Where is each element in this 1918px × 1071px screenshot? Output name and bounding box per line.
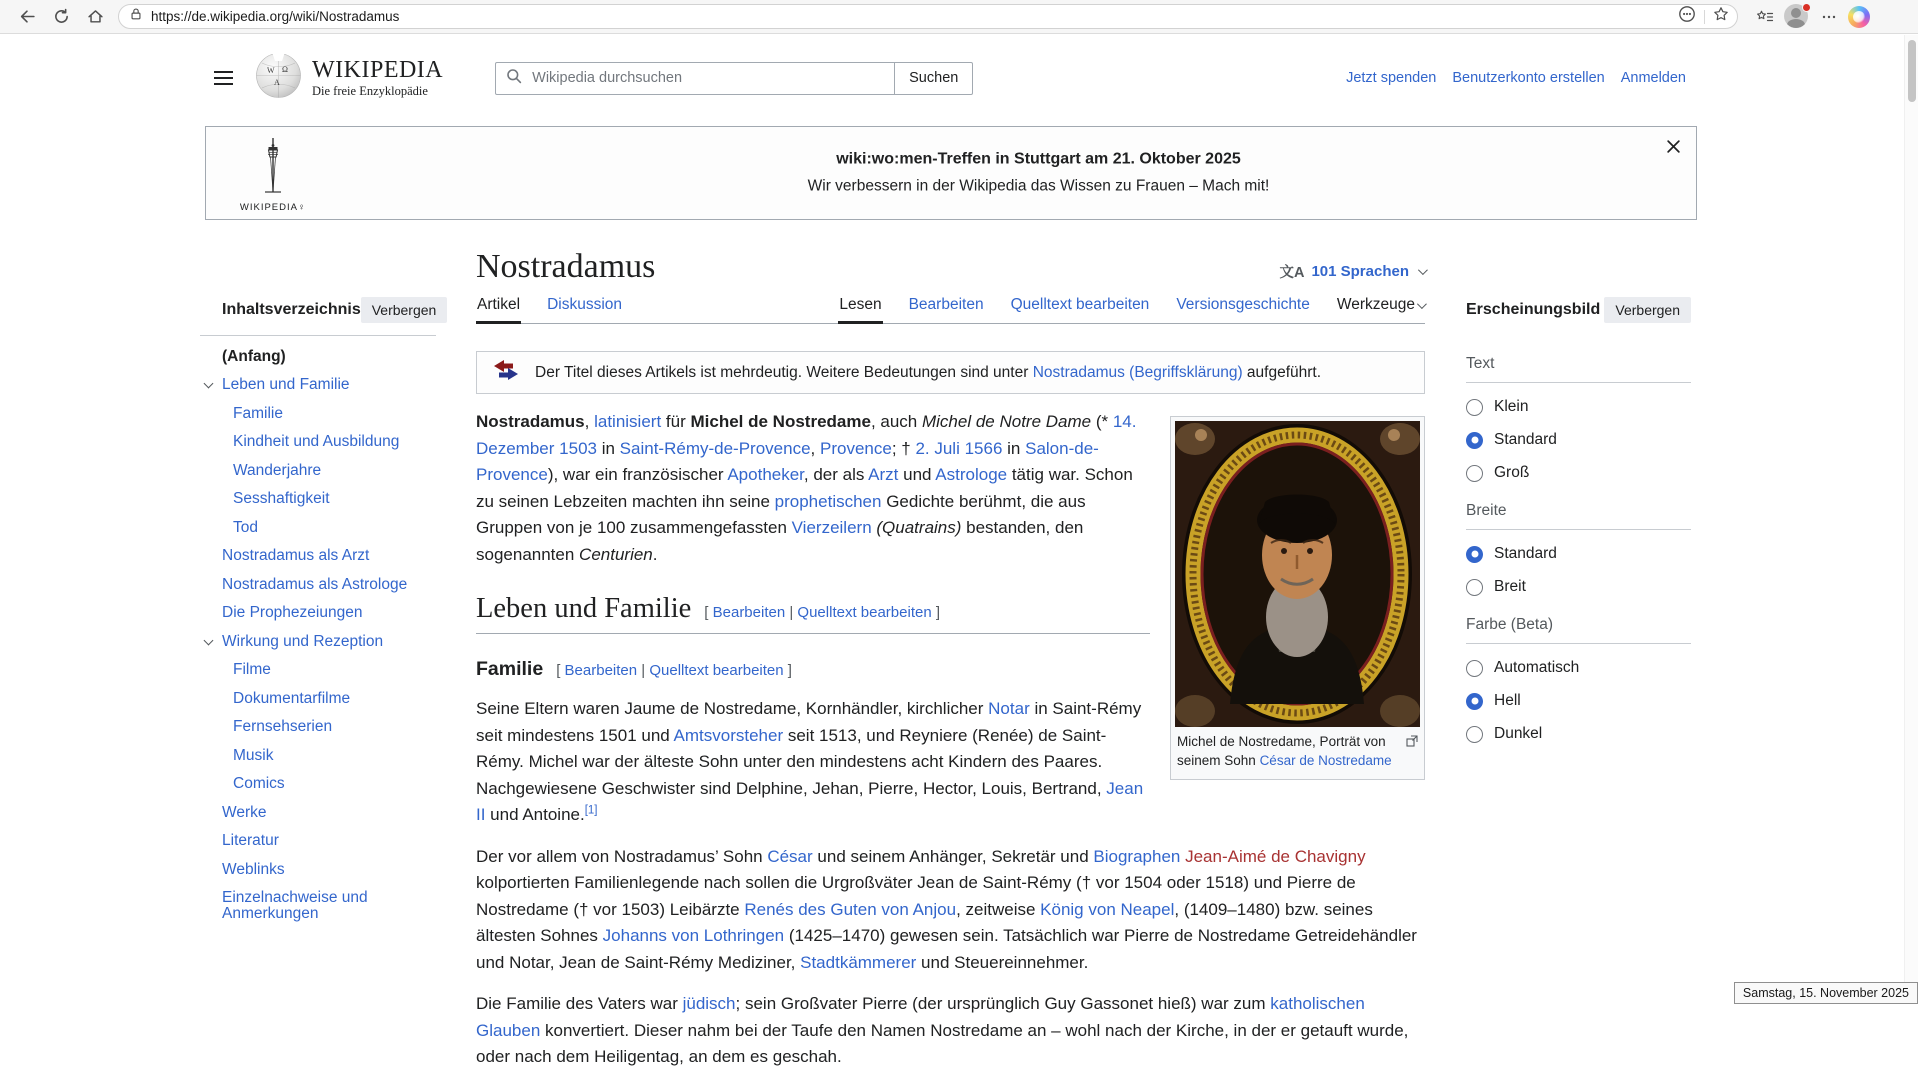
site-info-lock-icon[interactable] (129, 7, 143, 26)
header-link[interactable]: Jetzt spenden (1346, 70, 1437, 86)
tabs-left (476, 286, 648, 323)
article-link[interactable]: 2. Juli (915, 438, 960, 458)
page-scrollbar[interactable] (1904, 35, 1918, 1004)
article-link[interactable]: Nostradamus (Begriffsklärung) (1032, 363, 1243, 381)
divider (1704, 10, 1705, 24)
toc-item[interactable]: Wanderjahre (233, 461, 322, 479)
toc-item[interactable]: Sesshaftigkeit (233, 490, 330, 507)
appearance-panel (1466, 240, 1691, 743)
toc-item[interactable]: Nostradamus als Astrologe (222, 575, 408, 593)
article-link[interactable]: Johanns von Lothringen (602, 926, 785, 946)
toc-item[interactable]: Dokumentarfilme (233, 689, 351, 707)
radio-option-breit[interactable]: Breit (1466, 578, 1691, 596)
event-banner (205, 126, 1697, 220)
article-link[interactable]: katholischen Glauben (476, 994, 1365, 1040)
toc-item[interactable]: Einzelnachweise und Anmerkungen (222, 889, 368, 922)
tab-bearbeiten[interactable]: Bearbeiten (908, 296, 984, 313)
article-link[interactable]: Amtsvorsteher (673, 725, 784, 745)
toc-item[interactable]: Comics (233, 775, 285, 792)
toc-item[interactable]: Werke (222, 803, 267, 821)
radio-button[interactable] (1466, 726, 1483, 743)
tab-werkzeuge[interactable]: Werkzeuge (1336, 286, 1425, 323)
banner-title: wiki:wo:men-Treffen in Stuttgart am 21. Oktober 2025 (836, 150, 1241, 168)
chevron-down-icon[interactable] (204, 635, 214, 645)
tab-diskussion[interactable]: Diskussion (547, 296, 623, 313)
group-label: Text (1466, 355, 1691, 383)
edit-links: [ Bearbeiten | Quelltext bearbeiten ] (704, 604, 941, 621)
article-link[interactable]: Salon-de-Provence (476, 438, 1099, 484)
radio-button[interactable] (1466, 465, 1483, 482)
article-link[interactable]: jüdisch (682, 994, 736, 1014)
article-link[interactable]: Jean II (476, 778, 1144, 825)
toc-item[interactable]: Leben und Familie (200, 377, 454, 393)
radio-option-automatisch[interactable]: Automatisch (1466, 659, 1691, 677)
appearance-title: Erscheinungsbild (1466, 301, 1601, 318)
svg-text:W: W (267, 66, 275, 75)
caption-text: Michel de Nostredame, Porträt von seinem Sohn César de Nostredame (1177, 734, 1392, 768)
favorites-bar-icon[interactable] (1750, 3, 1780, 31)
article-link[interactable]: 1566 (964, 438, 1003, 458)
edit-link[interactable]: Bearbeiten (712, 604, 786, 621)
edit-link[interactable]: Bearbeiten (564, 662, 638, 680)
toc-item[interactable]: Filme (233, 661, 271, 678)
article-link[interactable]: Arzt (868, 465, 899, 484)
wikipedia-tagline: Die freie Enzyklopädie (312, 84, 428, 99)
paragraph: Nostradamus, latinisiert für Michel de Nostredame, auch Michel de Notre Dame (* 14. Dezember 1503 in Saint-Rémy-de-Provence, Provence; † 2. Juli 1566 in Salon-de-Provence), war ein französischer Apotheker, der als Arzt und Astrologe tätig war. Schon zu seinen Lebzeiten machten ihn seine prophetischen Gedichte berühmt, die aus Gruppen von je 100 zusammengefassten Vierzeilern (Quatrains) bestanden, den sogenannten Centurien. (476, 412, 1137, 564)
banner-close-icon[interactable] (1662, 135, 1684, 157)
home-icon[interactable] (80, 3, 110, 31)
notification-dot (1802, 3, 1811, 12)
toc-item[interactable]: (Anfang) (222, 347, 286, 365)
search-area (495, 62, 973, 95)
article-link[interactable]: Notar (988, 699, 1030, 719)
edit-link[interactable]: Quelltext bearbeiten (797, 604, 932, 621)
nostradamus-portrait-image[interactable] (1175, 421, 1420, 727)
chevron-down-icon (1418, 265, 1428, 275)
appearance-group (1466, 502, 1691, 596)
article-link[interactable]: Provence (819, 438, 892, 458)
article-link[interactable]: César (767, 846, 813, 866)
profile-avatar[interactable] (1784, 4, 1810, 30)
banner-logo (228, 135, 318, 213)
article-link[interactable]: Stadtkämmerer (800, 952, 917, 972)
tab-lesen[interactable]: Lesen (838, 286, 882, 324)
address-bar[interactable] (118, 4, 1738, 29)
article-link[interactable]: 1503 (559, 438, 597, 458)
wikipedia-header (0, 34, 1918, 104)
language-icon: 文A (1279, 265, 1305, 281)
toc-item[interactable]: Tod (233, 518, 258, 536)
article-link[interactable]: Renés des Guten von Anjou (744, 899, 957, 919)
url-text[interactable]: https://de.wikipedia.org/wiki/Nostradamus (151, 9, 400, 24)
refresh-icon[interactable] (46, 3, 76, 31)
tab-artikel[interactable]: Artikel (476, 286, 521, 324)
appearance-hide-button[interactable]: Verbergen (1604, 297, 1691, 323)
wikipedia-logo[interactable] (255, 52, 443, 104)
paragraph: Seine Eltern waren Jaume de Nostredame, Kornhändler, kirchlicher Notar in Saint-Rémy seit mindestens 1501 und Amtsvorsteher seit 1513, und Reyniere (Renée) de Saint-Rémy. Michel war der älteste Sohn unter den mindestens acht Kindern des Paares. Nachgewiesene Geschwister sind Delphine, Jehan, Pierre, Hector, Louis, Bertrand, Jean II und Antoine.[1] (476, 699, 1144, 825)
edit-link[interactable]: Quelltext bearbeiten (649, 662, 784, 680)
article-link[interactable]: König von Neapel (1040, 899, 1175, 919)
figure-caption (1175, 727, 1420, 775)
toc-item[interactable]: Familie (233, 404, 283, 422)
table-of-contents (200, 240, 454, 922)
tab-quelltext-bearbeiten[interactable]: Quelltext bearbeiten (1010, 296, 1150, 313)
language-selector[interactable] (1279, 261, 1425, 284)
article-link[interactable]: Astrologe (935, 465, 1008, 484)
main-menu-icon[interactable] (207, 63, 241, 93)
section-heading: Leben und Familie [ Bearbeiten | Quelltext bearbeiten ] (476, 592, 1150, 634)
more-page-options-icon[interactable] (1678, 5, 1696, 28)
article-main (476, 240, 1425, 1071)
copilot-icon[interactable] (1848, 6, 1870, 28)
toc-item[interactable]: Literatur (222, 832, 279, 849)
disambiguation-hatnote (476, 351, 1425, 394)
toc-item[interactable]: Wirkung und Rezeption (200, 634, 454, 650)
date-tooltip: Samstag, 15. November 2025 (1734, 982, 1918, 1004)
article-link[interactable]: latinisiert (594, 412, 662, 431)
portrait-figure (1170, 416, 1425, 780)
wikipedia-wordmark: WIKIPEDIA (312, 56, 444, 83)
disambiguation-icon (491, 359, 521, 386)
toc-item[interactable]: Nostradamus als Arzt (222, 547, 370, 564)
toc-item[interactable]: Kindheit und Ausbildung (233, 433, 400, 450)
article-link[interactable]: Vierzeilern (791, 518, 872, 537)
article-link[interactable]: César de Nostredame (1259, 752, 1392, 768)
search-button[interactable]: Suchen (895, 62, 973, 95)
radio-option-klein[interactable]: Klein (1466, 398, 1691, 416)
article-link[interactable]: prophetischen (774, 491, 882, 511)
tv-tower-icon (253, 182, 293, 199)
radio-button[interactable] (1466, 693, 1483, 710)
appearance-groups (1466, 355, 1691, 743)
toc-item[interactable]: Weblinks (222, 860, 285, 878)
chevron-down-icon (1417, 299, 1427, 309)
enlarge-icon[interactable] (1406, 734, 1418, 753)
section-heading: Familie [ Bearbeiten | Quelltext bearbeiten ] (476, 658, 792, 681)
banner-subtitle: Wir verbessern in der Wikipedia das Wissen zu Frauen – Mach mit! (807, 177, 1270, 195)
banner-logo-caption: WIKIPEDIA♀ (239, 202, 307, 213)
edit-links: [ Bearbeiten | Quelltext bearbeiten ] (556, 662, 792, 680)
appearance-group (1466, 616, 1691, 743)
radio-button[interactable] (1466, 432, 1483, 449)
chevron-down-icon[interactable] (204, 379, 214, 389)
group-label: Farbe (Beta) (1466, 616, 1691, 644)
search-input[interactable] (530, 69, 886, 87)
appearance-group (1466, 355, 1691, 482)
browser-toolbar (0, 0, 1918, 34)
article-link[interactable]: Apotheker (727, 465, 804, 484)
settings-menu-icon[interactable] (1814, 3, 1844, 31)
article-link[interactable]: Biographen (1093, 846, 1181, 866)
header-link[interactable]: Benutzerkonto erstellen (1452, 70, 1605, 86)
article-tab-bar (476, 286, 1425, 324)
radio-button[interactable] (1466, 546, 1483, 563)
header-link[interactable]: Anmelden (1620, 70, 1686, 86)
radio-button[interactable] (1466, 579, 1483, 596)
paragraph: Die Familie des Vaters war jüdisch; sein Großvater Pierre (der ursprünglich Guy Gassonet hieß) war zum katholischen Glauben konvertiert. Dieser nahm bei der Taufe den Namen Nostredame an – wohl nach der Kirche, in der er getauft wurde, oder nach dem Heiligentag, an dem es geschah. (476, 994, 1409, 1067)
radio-option-gro-[interactable]: Groß (1466, 464, 1691, 482)
paragraph: Der vor allem von Nostradamus’ Sohn César und seinem Anhänger, Sekretär und Biographen Jean-Aimé de Chavigny kolportierten Familienlegende nach sollen die Urgroßväter Jean de Saint-Rémy († vor 1504 oder 1518) und Pierre de Nostredame († vor 1503) Leibärzte Renés des Guten von Anjou, zeitweise König von Neapel, (1409–1480) bzw. seines ältesten Sohnes Johanns von Lothringen (1425–1470) gewesen sein. Tatsächlich war Pierre de Nostredame Getreidehändler und Notar, Jean de Saint-Rémy Mediziner, Stadtkämmerer und Steuereinnehmer. (476, 846, 1417, 972)
back-icon[interactable] (12, 3, 42, 31)
article-link[interactable]: Jean-Aimé de Chavigny (1185, 846, 1366, 866)
radio-option-standard[interactable]: Standard (1466, 431, 1691, 449)
hatnote-text: Der Titel dieses Artikels ist mehrdeutig. Weitere Bedeutungen sind unter Nostradamus (Begriffsklärung) aufgeführt. (535, 363, 1322, 381)
radio-option-standard[interactable]: Standard (1466, 545, 1691, 563)
radio-option-dunkel[interactable]: Dunkel (1466, 725, 1691, 743)
radio-button[interactable] (1466, 399, 1483, 416)
group-label: Breite (1466, 502, 1691, 530)
language-count-label: 101 Sprachen (1311, 263, 1409, 280)
search-icon (506, 68, 522, 89)
toc-title: Inhaltsverzeichnis (222, 301, 361, 318)
svg-text:Ω: Ω (282, 65, 288, 74)
toc-hide-button[interactable]: Verbergen (361, 297, 448, 323)
article-link[interactable]: Saint-Rémy-de-Provence (619, 438, 811, 458)
toc-item[interactable]: Die Prophezeiungen (222, 604, 363, 621)
page-title: Nostradamus (476, 248, 656, 285)
toc-items (200, 349, 454, 923)
scrollbar-thumb[interactable] (1908, 40, 1916, 102)
article-link[interactable]: 14. Dezember (476, 412, 1137, 458)
toc-item[interactable]: Fernsehserien (233, 718, 333, 735)
toc-item[interactable]: Musik (233, 746, 274, 764)
tabs-right (813, 286, 1425, 323)
header-links (1346, 70, 1686, 86)
wikipedia-globe-icon (255, 52, 302, 104)
reference-link[interactable]: [1] (584, 804, 598, 817)
svg-text:A: A (274, 78, 280, 87)
radio-button[interactable] (1466, 660, 1483, 677)
tab-versionsgeschichte[interactable]: Versionsgeschichte (1176, 296, 1310, 313)
radio-option-hell[interactable]: Hell (1466, 692, 1691, 710)
favorite-star-icon[interactable] (1713, 6, 1729, 27)
